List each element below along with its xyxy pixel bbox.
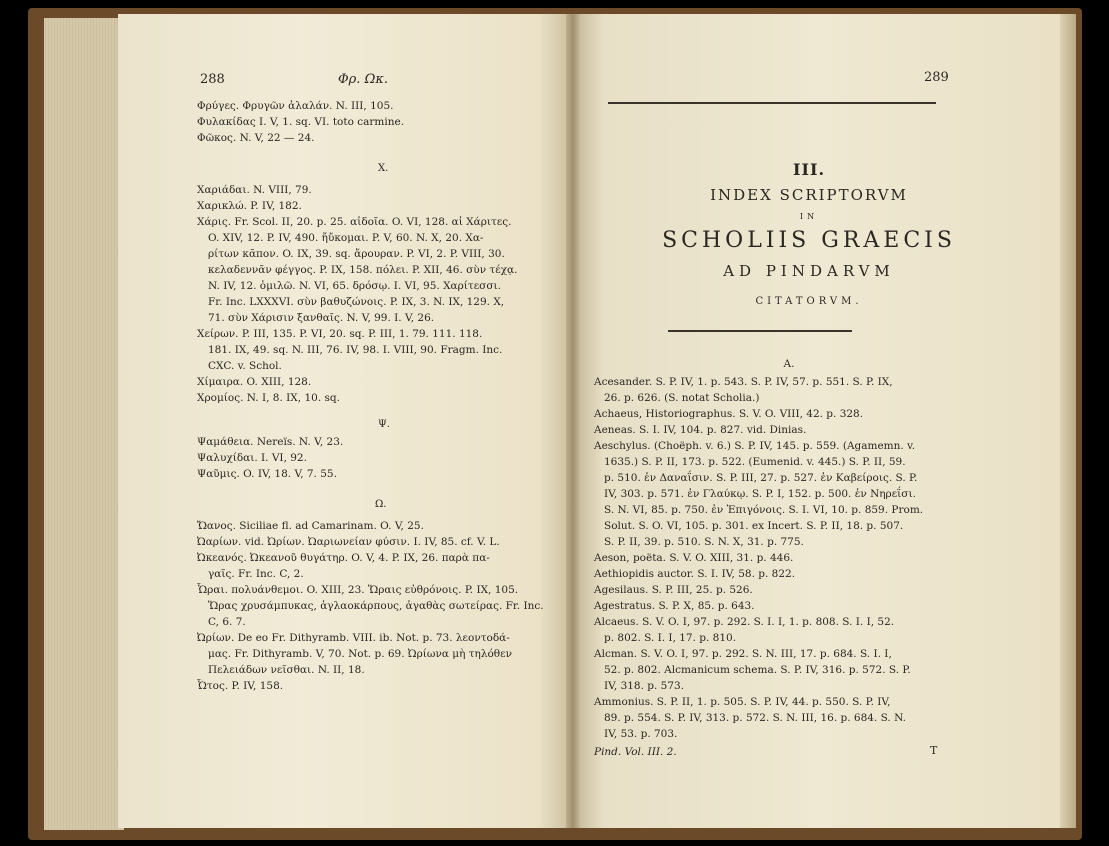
author-entry: S. N. VI, 85. p. 750. ἐν Ἐπιγόνοις. S. I. VI, 10. p. 859. Prom. — [604, 504, 924, 516]
left-page-number: 288 — [200, 72, 225, 87]
author-entry: Aeson, poëta. S. V. O. XIII, 31. p. 446. — [594, 552, 794, 564]
index-entry: Χαριάδαι. N. VIII, 79. — [197, 184, 312, 196]
author-entry: Ammonius. S. P. II, 1. p. 505. S. P. IV, 44. p. 550. S. P. IV, — [594, 696, 891, 708]
index-entry: Χάρις. Fr. Scol. II, 20. p. 25. αἰδοῖα. O. VI, 128. αἱ Χάριτες. — [197, 216, 512, 228]
section-heading-chi: X. — [378, 163, 389, 174]
author-entry: S. P. II, 39. p. 510. S. N. X, 31. p. 775. — [604, 536, 804, 548]
author-entry: IV, 303. p. 571. ἐν Γλαύκῳ. S. P. I, 152. p. 500. ἐν Νηρεΐσι. — [604, 488, 916, 500]
index-entry: Φυλακίδας I. V, 1. sq. VI. toto carmine. — [197, 116, 405, 128]
index-entry: N. IV, 12. ὁμιλῶ. N. VI, 65. δρόσῳ. I. VI, 95. Χαρίτεσσι. — [208, 280, 501, 292]
part-numeral: III. — [792, 160, 826, 179]
book-gutter — [566, 14, 580, 828]
author-entry: 1635.) S. P. II, 173. p. 522. (Eumenid. v. 445.) S. P. II, 59. — [604, 456, 906, 468]
author-entry: Acesander. S. P. IV, 1. p. 543. S. P. IV, 57. p. 551. S. P. IX, — [594, 376, 893, 388]
index-entry: Ὠαρίων. vid. Ὠρίων. Ὠαριωνείαν φύσιν. I. IV, 85. cf. V. L. — [197, 536, 500, 548]
right-page-number: 289 — [924, 70, 949, 85]
author-entry: p. 802. S. I. I, 17. p. 810. — [604, 632, 737, 644]
author-entry: IV, 53. p. 703. — [604, 728, 678, 740]
index-entry: Ὤανος. Siciliae fl. ad Camarinam. O. V, 25. — [197, 520, 424, 532]
title-citatorum: CITATORVM. — [755, 296, 863, 307]
index-entry: Χαρικλώ. P. IV, 182. — [197, 200, 302, 212]
title-rule — [668, 330, 852, 332]
index-entry: Ὦτος. P. IV, 158. — [197, 680, 284, 692]
author-entry: p. 510. ἐν Δαναΐσιν. S. P. III, 27. p. 527. ἐν Καβείροις. S. P. — [604, 472, 918, 484]
index-entry: Πελειάδων νεῖσθαι. N. II, 18. — [208, 664, 365, 676]
index-entry: Φρύγες. Φρυγῶν ἀλαλάν. N. III, 105. — [197, 100, 394, 112]
title-ad-pindarum: AD PINDARVM — [723, 262, 895, 280]
index-entry: O. XIV, 12. P. IV, 490. ἤὔκομαι. P. V, 60. N. X, 20. Χα- — [208, 232, 484, 244]
index-entry: ρίτων κᾶπον. O. IX, 39. sq. ἄρουραν. P. VI, 2. P. VIII, 30. — [208, 248, 505, 260]
author-entry: Alcman. S. V. O. I, 97. p. 292. S. N. III, 17. p. 684. S. I. I, — [594, 648, 892, 660]
author-entry: Alcaeus. S. V. O. I, 97. p. 292. S. I. I, 1. p. 808. S. I. I, 52. — [594, 616, 895, 628]
section-heading-a: A. — [783, 358, 795, 370]
author-entry: IV, 318. p. 573. — [604, 680, 685, 692]
index-entry: Ὠκεανός. Ὠκεανοῦ θυγάτηρ. O. V, 4. P. IX, 26. παρὰ πα- — [197, 552, 490, 564]
index-entry: 181. IX, 49. sq. N. III, 76. IV, 98. I. VIII, 90. Fragm. Inc. — [208, 344, 503, 356]
index-entry: Ψαμάθεια. Nereïs. N. V, 23. — [197, 436, 344, 448]
index-entry: Φῶκος. N. V, 22 — 24. — [197, 132, 315, 144]
section-heading-omega: Ω. — [375, 499, 387, 510]
index-entry: Ψαῦμις. O. IV, 18. V, 7. 55. — [197, 468, 337, 480]
left-running-head: Φρ. Ωκ. — [338, 72, 389, 87]
author-entry: Solut. S. O. VI, 105. p. 301. ex Incert. S. P. II, 18. p. 507. — [604, 520, 904, 532]
author-entry: Agestratus. S. P. X, 85. p. 643. — [594, 600, 755, 612]
author-entry: Agesilaus. S. P. III, 25. p. 526. — [594, 584, 753, 596]
author-entry: 26. p. 626. (S. notat Scholia.) — [604, 392, 760, 404]
title-scholiis-graecis: SCHOLIIS GRAECIS — [662, 228, 956, 253]
index-entry: μας. Fr. Dithyramb. V, 70. Not. p. 69. Ὠρίωνα μὴ τηλόθεν — [208, 648, 512, 660]
catchword: T — [930, 744, 938, 757]
section-heading-psi: Ψ. — [378, 419, 390, 430]
index-entry: κελαδεννᾶν φέγγος. P. IX, 158. πόλει. P. XII, 46. σὺν τέχᾳ. — [208, 264, 518, 276]
title-in: IN — [799, 212, 819, 221]
index-entry: Fr. Inc. LXXXVI. σὺν βαθυζώνοις. P. IX, 3. N. IX, 129. X, — [208, 296, 505, 308]
author-entry: Achaeus, Historiographus. S. V. O. VIII, 42. p. 328. — [594, 408, 864, 420]
index-entry: γαῖς. Fr. Inc. C, 2. — [208, 568, 304, 580]
page-block-edge — [44, 18, 124, 830]
author-entry: 52. p. 802. Alcmanicum schema. S. P. IV, 316. p. 572. S. P. — [604, 664, 911, 676]
index-entry: Ψαλυχίδαι. I. VI, 92. — [197, 452, 307, 464]
author-entry: Aeschylus. (Choëph. v. 6.) S. P. IV, 145. p. 559. (Agamemn. v. — [594, 440, 916, 452]
index-entry: C, 6. 7. — [208, 616, 246, 628]
title-index-scriptorum: INDEX SCRIPTORVM — [710, 186, 908, 204]
index-entry: Χρομίος. N. I, 8. IX, 10. sq. — [197, 392, 340, 404]
author-entry: Aeneas. S. I. IV, 104. p. 827. vid. Dinias. — [594, 424, 807, 436]
index-entry: 71. σὺν Χάρισιν ξανθαῖς. N. V, 99. I. V, 26. — [208, 312, 435, 324]
index-entry: Ὥρας χρυσάμπυκας, ἀγλαοκάρπους, ἀγαθὰς σωτείρας. Fr. Inc. — [208, 600, 544, 612]
top-rule — [608, 102, 936, 104]
index-entry: Ὧραι. πολυάνθεμοι. O. XIII, 23. Ὥραις εὐθρόνοις. P. IX, 105. — [197, 584, 519, 596]
author-entry: 89. p. 554. S. P. IV, 313. p. 572. S. N. III, 16. p. 684. S. N. — [604, 712, 906, 724]
index-entry: Χείρων. P. III, 135. P. VI, 20. sq. P. III, 1. 79. 111. 118. — [197, 328, 483, 340]
printer-signature: Pind. Vol. III. 2. — [594, 746, 677, 758]
author-entry: Aethiopidis auctor. S. I. IV, 58. p. 822. — [594, 568, 796, 580]
index-entry: Χίμαιρα. O. XIII, 128. — [197, 376, 312, 388]
index-entry: CXC. v. Schol. — [208, 360, 282, 372]
index-entry: Ὠρίων. De eo Fr. Dithyramb. VIII. ib. Not. p. 73. λεοντοδά- — [197, 632, 510, 644]
